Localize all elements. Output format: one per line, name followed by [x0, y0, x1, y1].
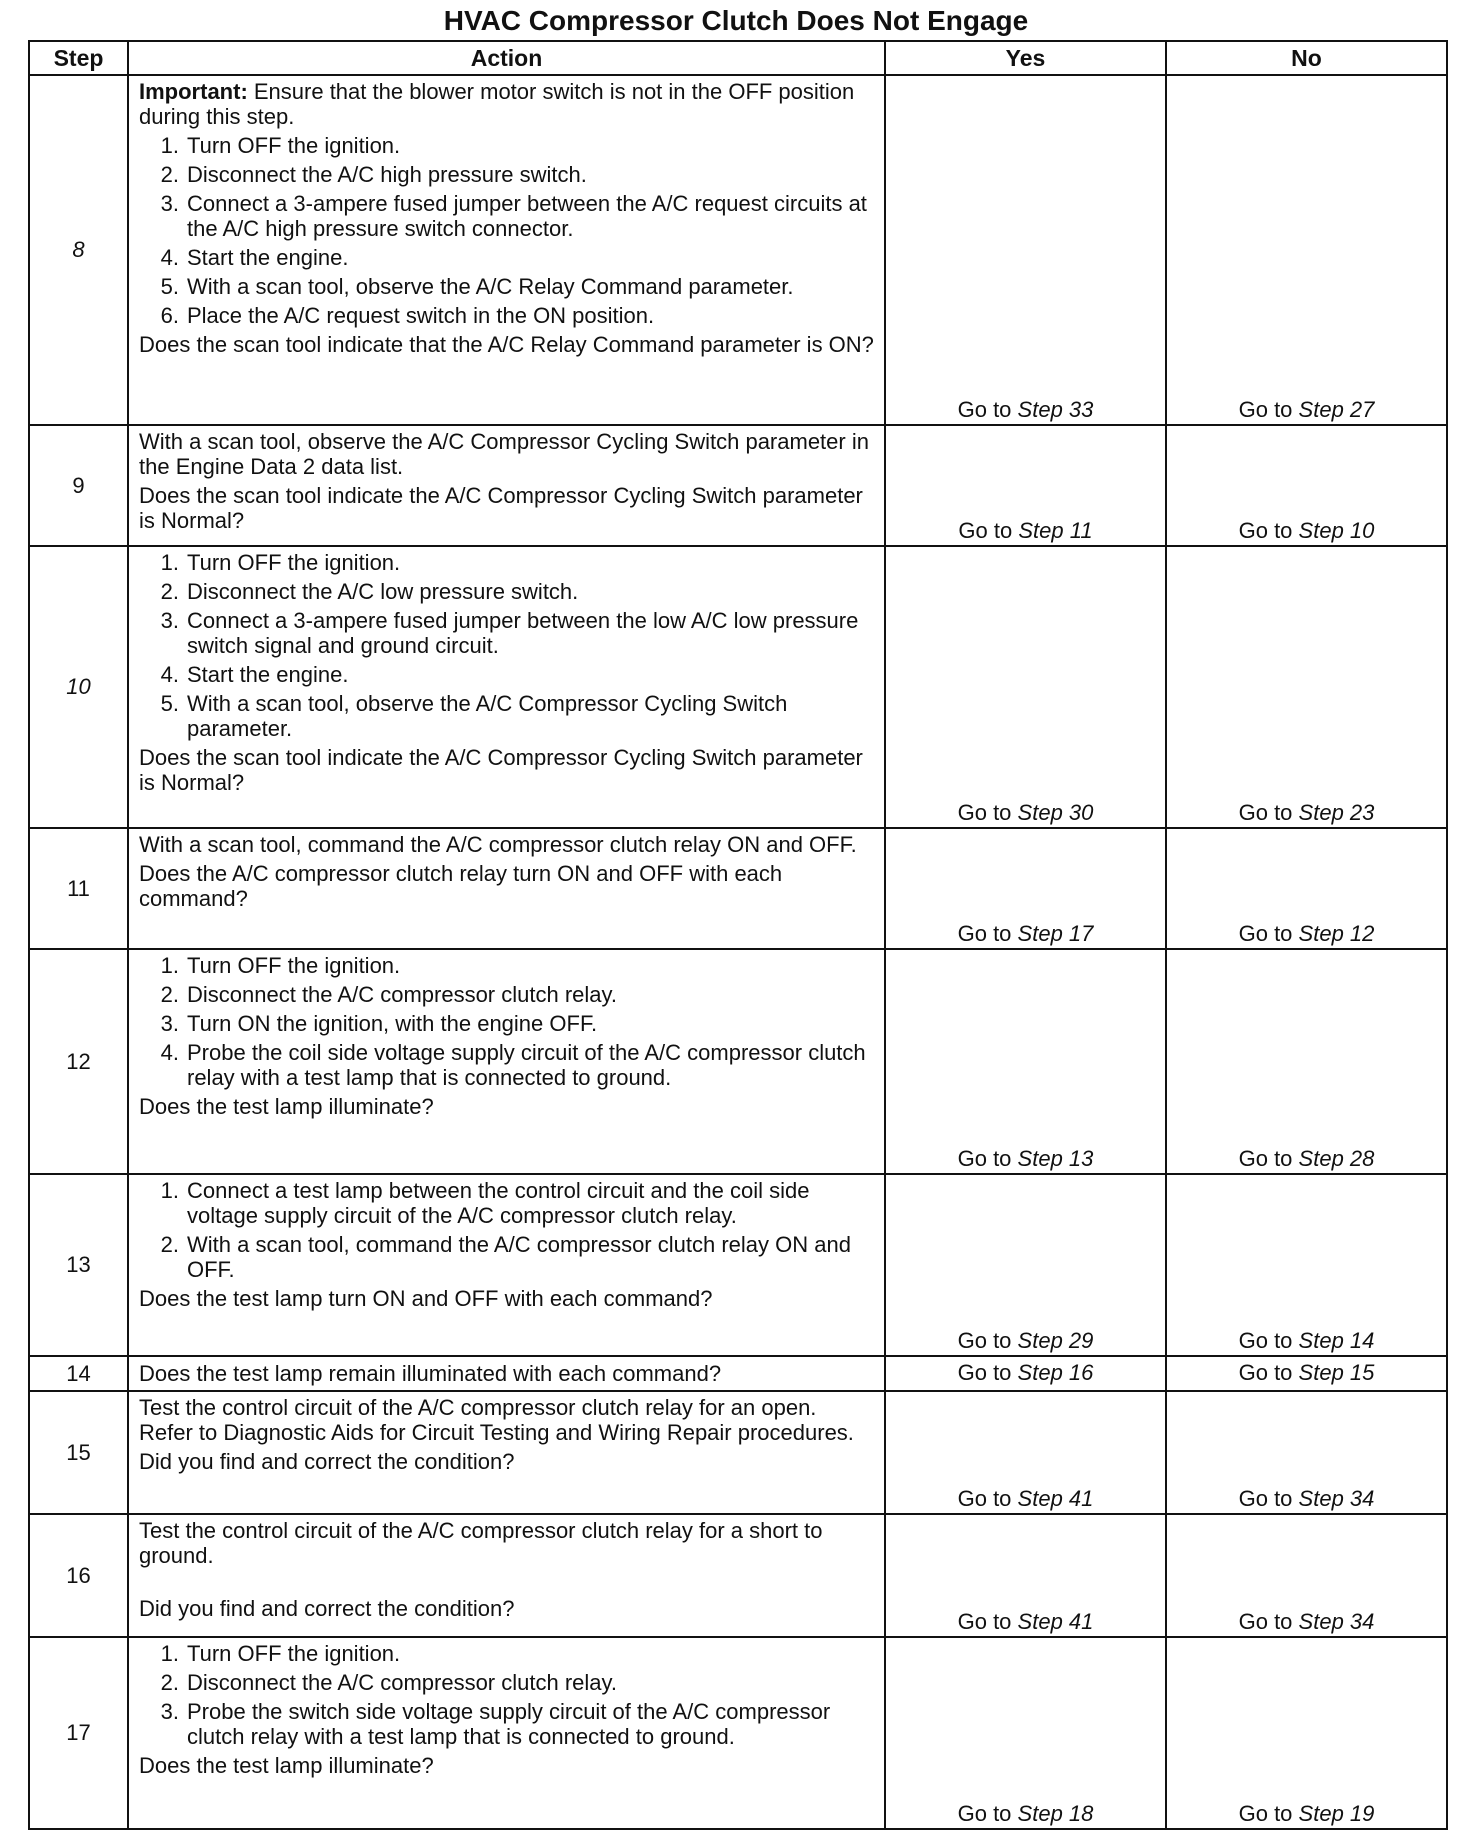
no-cell [1166, 828, 1447, 949]
list-item: 6. Place the A/C request switch in the ON position. [160, 303, 655, 328]
intro-text: Test the control circuit of the A/C compressor clutch relay for an open. Refer to Diagnostic Aids for Circuit Testing and Wiring Repair procedures. [139, 1394, 854, 1445]
step-number: 11 [29, 828, 128, 949]
goto-prefix: Go to [957, 1360, 1012, 1386]
no-cell [1166, 75, 1447, 425]
goto-prefix: Go to [957, 1608, 1012, 1634]
step-list [139, 953, 876, 1090]
header-yes: Yes [885, 41, 1166, 75]
no-cell [1166, 1174, 1447, 1357]
table-row [29, 828, 1447, 949]
question-text: Does the scan tool indicate that the A/C Relay Command parameter is ON? [139, 332, 874, 357]
list-item: 1. Turn OFF the ignition. [160, 1640, 401, 1666]
goto-prefix: Go to [1238, 396, 1293, 422]
yes-cell [885, 1391, 1166, 1514]
no-cell [1166, 425, 1447, 546]
action-cell [128, 828, 885, 949]
step-number: 17 [29, 1637, 128, 1829]
question-text: Does the test lamp turn ON and OFF with each command? [139, 1285, 713, 1311]
goto-step: Step 41 [1017, 1608, 1094, 1634]
list-item: 3. Turn ON the ignition, with the engine OFF. [160, 1010, 598, 1036]
no-cell [1166, 1356, 1447, 1391]
action-cell [128, 1391, 885, 1514]
goto-step: Step 34 [1298, 1608, 1375, 1634]
action-cell [128, 1356, 885, 1391]
yes-cell [885, 949, 1166, 1174]
goto-step: Step 29 [1017, 1328, 1094, 1354]
goto-prefix: Go to [1238, 1145, 1293, 1171]
yes-cell [885, 828, 1166, 949]
goto-step: Step 23 [1298, 800, 1375, 825]
goto-step: Step 30 [1017, 800, 1094, 825]
list-item: 5. With a scan tool, observe the A/C Compressor Cycling Switch parameter. [160, 690, 788, 741]
list-item: 1. Turn OFF the ignition. [160, 952, 401, 978]
goto-prefix: Go to [957, 1801, 1012, 1826]
yes-cell [885, 1514, 1166, 1637]
list-item: 3. Probe the switch side voltage supply circuit of the A/C compressor clutch relay with a test lamp that is connected to ground. [160, 1698, 831, 1749]
list-item: 2. Disconnect the A/C compressor clutch relay. [160, 981, 617, 1007]
yes-cell [885, 1174, 1166, 1357]
table-row [29, 1637, 1447, 1829]
no-cell [1166, 1637, 1447, 1829]
goto-prefix: Go to [957, 920, 1012, 946]
action-cell [128, 1174, 885, 1357]
goto-step: Step 34 [1298, 1485, 1375, 1511]
yes-cell [885, 75, 1166, 425]
list-item: 2. Disconnect the A/C compressor clutch relay. [160, 1669, 617, 1695]
document-title: HVAC Compressor Clutch Does Not Engage [443, 5, 1029, 36]
action-cell [128, 546, 885, 829]
header-no: No [1166, 41, 1447, 75]
step-number: 16 [29, 1514, 128, 1637]
important-label: Important: [139, 79, 248, 104]
list-item: 4. Start the engine. [160, 661, 349, 687]
no-cell [1166, 1391, 1447, 1514]
goto-prefix: Go to [957, 1485, 1012, 1511]
table-row [29, 1174, 1447, 1357]
question-text: Does the test lamp remain illuminated with each command? [139, 1361, 722, 1387]
list-item: 1. Turn OFF the ignition. [160, 549, 401, 575]
goto-prefix: Go to [1238, 1360, 1293, 1386]
goto-prefix: Go to [1238, 1328, 1293, 1354]
table-row [29, 949, 1447, 1174]
intro-text: With a scan tool, command the A/C compressor clutch relay ON and OFF. [139, 832, 857, 857]
table-row [29, 546, 1447, 829]
question-text: Did you find and correct the condition? [139, 1595, 515, 1621]
step-list [139, 1178, 876, 1282]
step-number: 8 [29, 75, 128, 425]
goto-prefix: Go to [957, 396, 1012, 422]
action-cell [128, 1637, 885, 1829]
intro-text: Test the control circuit of the A/C compressor clutch relay for a short to ground. [139, 1517, 823, 1568]
table-row [29, 1356, 1447, 1391]
list-item: 2. With a scan tool, command the A/C compressor clutch relay ON and OFF. [160, 1231, 851, 1282]
list-item: 3. Connect a 3-ampere fused jumper between the A/C request circuits at the A/C high pressure switch connector. [160, 191, 867, 241]
list-item: 2. Disconnect the A/C low pressure switch. [160, 578, 579, 604]
no-cell [1166, 546, 1447, 829]
diagnostic-table [28, 40, 1448, 1830]
goto-step: Step 16 [1017, 1360, 1094, 1386]
list-item: 3. Connect a 3-ampere fused jumper between the low A/C low pressure switch signal and ground circuit. [160, 607, 859, 658]
question-text: Does the test lamp illuminate? [139, 1093, 434, 1119]
intro-text: With a scan tool, observe the A/C Compressor Cycling Switch parameter in the Engine Data 2 data list. [139, 428, 869, 479]
important-text: Ensure that the blower motor switch is not in the OFF position during this step. [139, 79, 855, 129]
action-cell [128, 949, 885, 1174]
goto-step: Step 14 [1298, 1328, 1375, 1354]
table-row [29, 1514, 1447, 1637]
header-action: Action [128, 41, 885, 75]
list-item: 5. With a scan tool, observe the A/C Relay Command parameter. [160, 274, 794, 299]
list-item: 1. Connect a test lamp between the control circuit and the coil side voltage supply circuit of the A/C compressor clutch relay. [160, 1177, 810, 1228]
goto-step: Step 12 [1298, 920, 1375, 946]
goto-step: Step 13 [1017, 1145, 1094, 1171]
goto-prefix: Go to [1238, 920, 1293, 946]
important-note [139, 79, 876, 129]
step-list [139, 133, 876, 328]
goto-prefix: Go to [957, 1328, 1012, 1354]
header-row [29, 41, 1447, 75]
goto-prefix: Go to [1238, 800, 1293, 825]
step-number: 9 [29, 425, 128, 546]
goto-step: Step 11 [1018, 517, 1093, 543]
question-text: Does the test lamp illuminate? [139, 1752, 434, 1778]
goto-step: Step 17 [1017, 920, 1094, 946]
action-cell [128, 425, 885, 546]
action-cell [128, 1514, 885, 1637]
table-row [29, 425, 1447, 546]
question-text: Did you find and correct the condition? [139, 1448, 515, 1474]
table-row [29, 75, 1447, 425]
goto-prefix: Go to [957, 800, 1012, 825]
goto-prefix: Go to [958, 517, 1013, 543]
no-cell [1166, 1514, 1447, 1637]
goto-step: Step 33 [1017, 396, 1094, 422]
step-list [139, 1641, 876, 1749]
step-number: 15 [29, 1391, 128, 1514]
goto-prefix: Go to [1238, 1608, 1293, 1634]
goto-prefix: Go to [1238, 517, 1293, 543]
goto-step: Step 19 [1298, 1801, 1375, 1826]
goto-prefix: Go to [1238, 1485, 1293, 1511]
yes-cell [885, 1637, 1166, 1829]
spacer [139, 1572, 876, 1596]
list-item: 4. Start the engine. [160, 245, 349, 270]
step-list [139, 550, 876, 741]
goto-step: Step 10 [1298, 517, 1375, 543]
step-number: 12 [29, 949, 128, 1174]
goto-step: Step 41 [1017, 1485, 1094, 1511]
list-item: 1. Turn OFF the ignition. [160, 133, 401, 158]
goto-prefix: Go to [1238, 1801, 1293, 1826]
question-text: Does the scan tool indicate the A/C Compressor Cycling Switch parameter is Normal? [139, 482, 863, 533]
list-item: 2. Disconnect the A/C high pressure switch. [160, 162, 587, 187]
list-item: 4. Probe the coil side voltage supply circuit of the A/C compressor clutch relay with a test lamp that is connected to ground. [160, 1039, 866, 1090]
yes-cell [885, 425, 1166, 546]
step-number: 10 [29, 546, 128, 829]
yes-cell [885, 546, 1166, 829]
header-step: Step [29, 41, 128, 75]
table-row [29, 1391, 1447, 1514]
question-text: Does the A/C compressor clutch relay turn ON and OFF with each command? [139, 861, 783, 911]
goto-step: Step 28 [1298, 1145, 1375, 1171]
no-cell [1166, 949, 1447, 1174]
goto-step: Step 15 [1298, 1360, 1375, 1386]
goto-step: Step 18 [1017, 1801, 1094, 1826]
goto-prefix: Go to [957, 1145, 1012, 1171]
step-number: 14 [29, 1356, 128, 1391]
goto-step: Step 27 [1298, 396, 1375, 422]
step-number: 13 [29, 1174, 128, 1357]
question-text: Does the scan tool indicate the A/C Compressor Cycling Switch parameter is Normal? [139, 744, 863, 795]
yes-cell [885, 1356, 1166, 1391]
action-cell [128, 75, 885, 425]
